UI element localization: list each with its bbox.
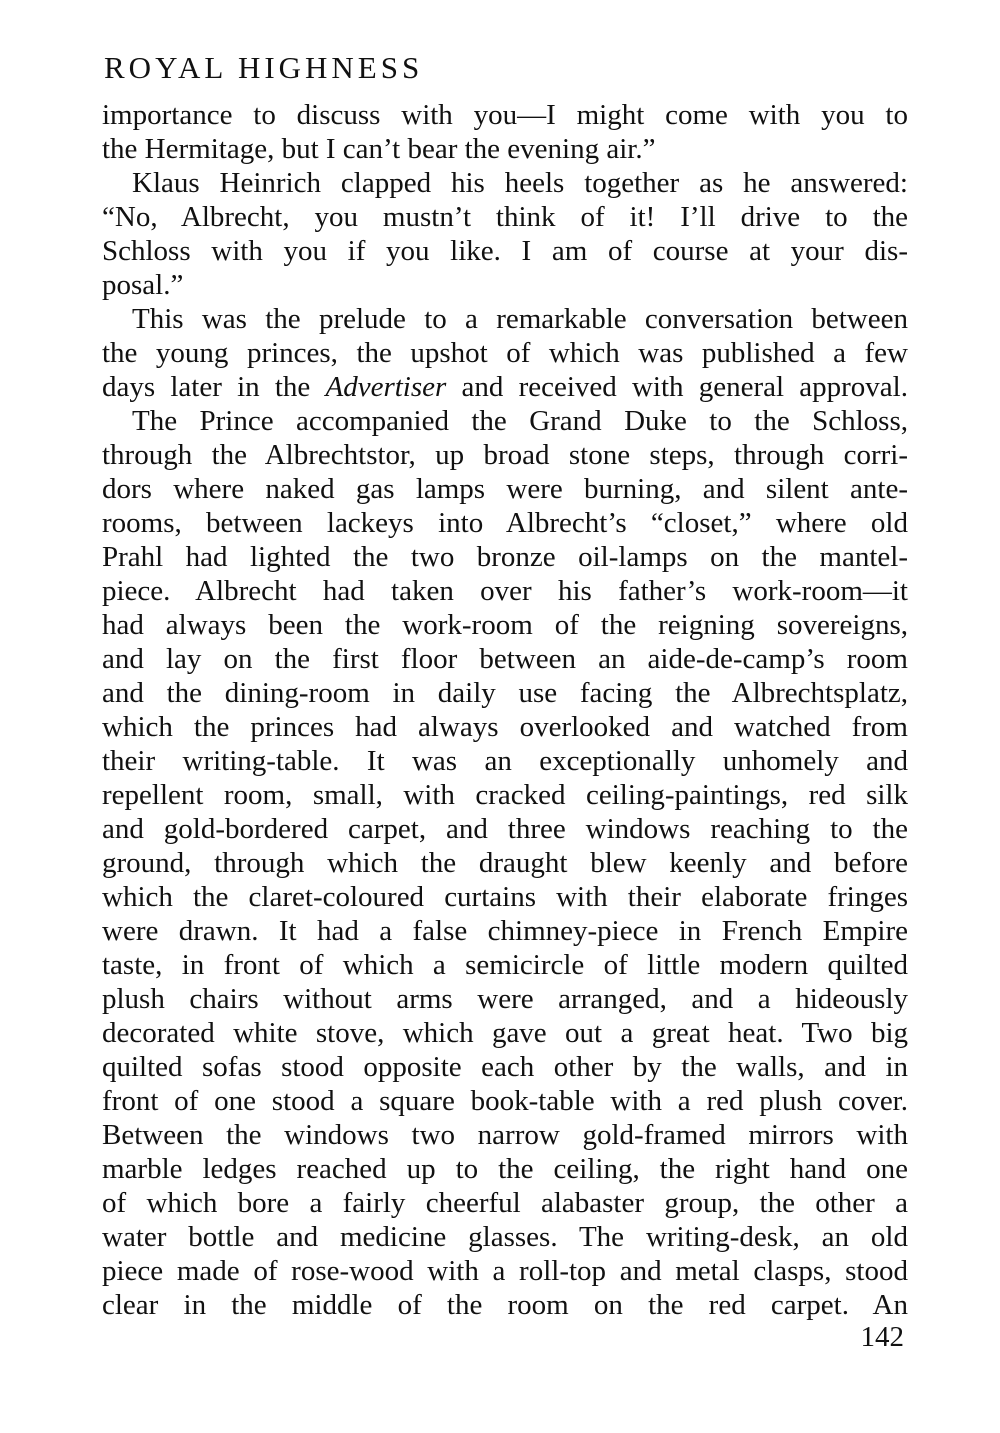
newspaper-title: Advertiser xyxy=(325,371,447,403)
text-line: were drawn. It had a false chimney-piece in French Empire xyxy=(102,915,908,947)
text-line: The Prince accompanied the Grand Duke to the Schloss, xyxy=(132,405,908,437)
body-text xyxy=(102,98,908,1322)
text-line: the Hermitage, but I can’t bear the evening air.” xyxy=(102,133,656,165)
page-number: 142 xyxy=(860,1321,904,1353)
text-line: dors where naked gas lamps were burning, and silent ante- xyxy=(102,473,908,505)
text-line: Between the windows two narrow gold-framed mirrors with xyxy=(102,1119,908,1151)
text-line: Schloss with you if you like. I am of course at your dis- xyxy=(102,235,908,267)
text-line: plush chairs without arms were arranged, and a hideously xyxy=(102,983,908,1015)
text-line: repellent room, small, with cracked ceiling-paintings, red silk xyxy=(102,779,908,811)
paragraph xyxy=(102,302,908,404)
text-line: This was the prelude to a remarkable conversation between xyxy=(132,303,908,335)
text-line: marble ledges reached up to the ceiling, the right hand one xyxy=(102,1153,908,1185)
text-line: water bottle and medicine glasses. The writing-desk, an old xyxy=(102,1221,908,1253)
text-line: clear in the middle of the room on the red carpet. An xyxy=(102,1289,908,1321)
text-line: which the princes had always overlooked and watched from xyxy=(102,711,908,743)
text-line: and lay on the first floor between an aide-de-camp’s room xyxy=(102,643,908,675)
text-line: rooms, between lackeys into Albrecht’s “closet,” where old xyxy=(102,507,908,539)
text-segment: and received with general approval. xyxy=(446,371,908,403)
text-line: had always been the work-room of the reigning sovereigns, xyxy=(102,609,908,641)
text-line: the young princes, the upshot of which was published a few xyxy=(102,337,908,369)
text-line: posal.” xyxy=(102,269,184,301)
text-line: front of one stood a square book-table with a red plush cover. xyxy=(102,1085,908,1117)
text-line: and the dining-room in daily use facing the Albrechtsplatz, xyxy=(102,677,908,709)
paragraph xyxy=(102,98,908,166)
text-line: which the claret-coloured curtains with their elaborate fringes xyxy=(102,881,908,913)
text-line: decorated white stove, which gave out a great heat. Two big xyxy=(102,1017,908,1049)
text-line: piece. Albrecht had taken over his father’s work-room—it xyxy=(102,575,908,607)
text-line: piece made of rose-wood with a roll-top and metal clasps, stood xyxy=(102,1255,908,1287)
text-line: taste, in front of which a semicircle of little modern quilted xyxy=(102,949,908,981)
text-line: Prahl had lighted the two bronze oil-lamps on the mantel- xyxy=(102,541,908,573)
text-line: quilted sofas stood opposite each other by the walls, and in xyxy=(102,1051,908,1083)
running-head: ROYAL HIGHNESS xyxy=(104,50,424,85)
text-line: of which bore a fairly cheerful alabaster group, the other a xyxy=(102,1187,908,1219)
text-line: “No, Albrecht, you mustn’t think of it! I’ll drive to the xyxy=(102,201,908,233)
text-line: importance to discuss with you—I might come with you to xyxy=(102,99,908,131)
text-line-with-italic xyxy=(102,370,908,404)
text-line: and gold-bordered carpet, and three windows reaching to the xyxy=(102,813,908,845)
paragraph xyxy=(102,404,908,1322)
paragraph xyxy=(102,166,908,302)
text-segment: days later in the xyxy=(102,371,326,403)
text-line: ground, through which the draught blew keenly and before xyxy=(102,847,908,879)
text-line: Klaus Heinrich clapped his heels together as he answered: xyxy=(132,167,908,199)
text-line: through the Albrechtstor, up broad stone steps, through corri- xyxy=(102,439,908,471)
text-line: their writing-table. It was an exceptionally unhomely and xyxy=(102,745,908,777)
